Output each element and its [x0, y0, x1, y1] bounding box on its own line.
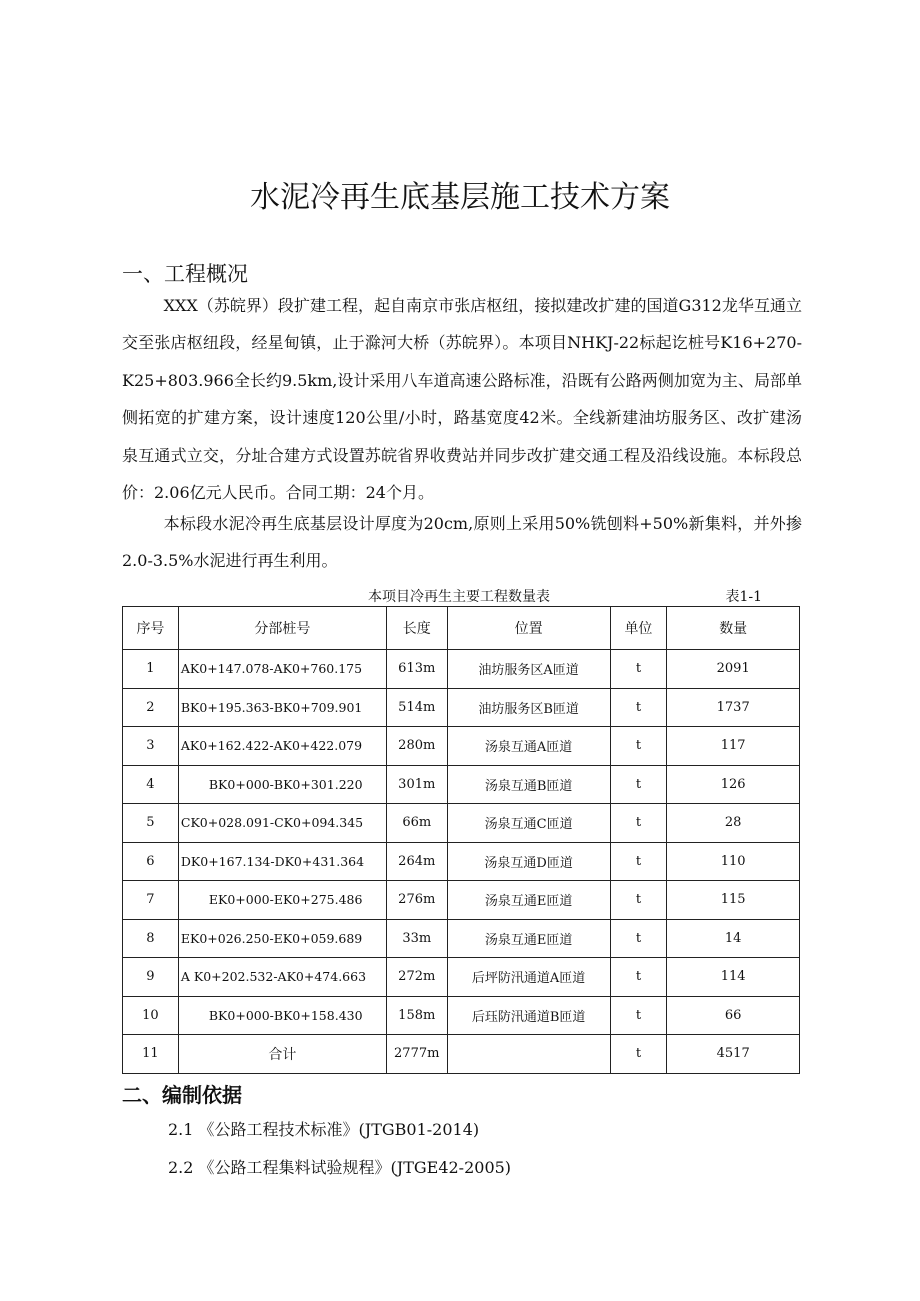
table-total-row	[123, 1035, 800, 1074]
cell-pile: DK0+167.134-DK0+431.364	[178, 842, 386, 881]
cell-quantity: 1737	[667, 688, 800, 727]
header-pile: 分部桩号	[178, 607, 386, 650]
table-row	[123, 804, 800, 843]
cell-quantity: 110	[667, 842, 800, 881]
cell-unit: t	[610, 727, 667, 766]
cell-pile: EK0+026.250-EK0+059.689	[178, 919, 386, 958]
cell-location: 后珏防汛通道B匝道	[447, 996, 610, 1035]
table-caption-number: 表1-1	[725, 589, 762, 605]
cell-no: 2	[123, 688, 179, 727]
cell-no: 6	[123, 842, 179, 881]
cell-location: 汤泉互通E匝道	[447, 919, 610, 958]
cell-length: 2777m	[386, 1035, 447, 1074]
cell-unit: t	[610, 919, 667, 958]
cell-quantity: 66	[667, 996, 800, 1035]
cell-length: 276m	[386, 881, 447, 920]
quantity-table	[122, 606, 800, 1074]
cell-length: 514m	[386, 688, 447, 727]
cell-quantity: 4517	[667, 1035, 800, 1074]
cell-unit: t	[610, 804, 667, 843]
header-quantity: 数量	[667, 607, 800, 650]
cell-unit: t	[610, 1035, 667, 1074]
cell-location: 油坊服务区B匝道	[447, 688, 610, 727]
cell-unit: t	[610, 650, 667, 689]
table-row	[123, 688, 800, 727]
cell-no: 10	[123, 996, 179, 1035]
cell-length: 272m	[386, 958, 447, 997]
table-caption-title: 本项目冷再生主要工程数量表	[368, 589, 550, 605]
section-heading-basis: 二、编制依据	[122, 1083, 242, 1107]
cell-location: 汤泉互通E匝道	[447, 881, 610, 920]
cell-no: 3	[123, 727, 179, 766]
header-unit: 单位	[610, 607, 667, 650]
cell-length: 613m	[386, 650, 447, 689]
cell-quantity: 126	[667, 765, 800, 804]
cell-no: 4	[123, 765, 179, 804]
header-no: 序号	[123, 607, 179, 650]
cell-no: 7	[123, 881, 179, 920]
cell-length: 33m	[386, 919, 447, 958]
cell-length: 264m	[386, 842, 447, 881]
cell-unit: t	[610, 688, 667, 727]
cell-pile: EK0+000-EK0+275.486	[178, 881, 386, 920]
cell-no: 11	[123, 1035, 179, 1074]
overview-paragraph-2: 本标段水泥冷再生底基层设计厚度为20cm,原则上采用50%铣刨料+50%新集料，并外掺2.0-3.5%水泥进行再生利用。	[122, 514, 802, 571]
cell-no: 5	[123, 804, 179, 843]
document-title: 水泥冷再生底基层施工技术方案	[250, 180, 670, 215]
reference-item: 2.2 《公路工程集料试验规程》(JTGE42-2005)	[168, 1158, 512, 1177]
cell-length: 280m	[386, 727, 447, 766]
table-row	[123, 958, 800, 997]
cell-no: 9	[123, 958, 179, 997]
cell-unit: t	[610, 958, 667, 997]
cell-length: 301m	[386, 765, 447, 804]
cell-unit: t	[610, 881, 667, 920]
table-row	[123, 996, 800, 1035]
cell-pile: A K0+202.532-AK0+474.663	[178, 958, 386, 997]
table-row	[123, 650, 800, 689]
cell-quantity: 28	[667, 804, 800, 843]
cell-quantity: 2091	[667, 650, 800, 689]
cell-no: 8	[123, 919, 179, 958]
table-row	[123, 765, 800, 804]
overview-paragraph-1: XXX（苏皖界）段扩建工程，起自南京市张店枢纽，接拟建改扩建的国道G312龙华互通立交至张店枢纽段，经星甸镇，止于滁河大桥（苏皖界）。本项目NHKJ-22标起讫桩号K16+270-K25+803.966全长约9.5km,设计采用八车道高速公路标准，沿既有公路两侧加宽为主、局部单侧拓宽的扩建方案，设计速度120公里/小时，路基宽度42米。全线新建油坊服务区、改扩建汤泉互通式立交，分址合建方式设置苏皖省界收费站并同步改扩建交通工程及沿线设施。本标段总价：2.06亿元人民币。合同工期：24个月。	[122, 296, 802, 503]
table-caption	[122, 586, 800, 606]
cell-pile: CK0+028.091-CK0+094.345	[178, 804, 386, 843]
reference-item: 2.1 《公路工程技术标准》(JTGB01-2014)	[168, 1120, 480, 1139]
cell-pile: BK0+000-BK0+158.430	[178, 996, 386, 1035]
table-row	[123, 919, 800, 958]
header-length: 长度	[386, 607, 447, 650]
cell-pile: BK0+000-BK0+301.220	[178, 765, 386, 804]
cell-quantity: 115	[667, 881, 800, 920]
cell-location: 后坪防汛通道A匝道	[447, 958, 610, 997]
cell-no: 1	[123, 650, 179, 689]
cell-location: 汤泉互通D匝道	[447, 842, 610, 881]
cell-length: 158m	[386, 996, 447, 1035]
cell-location: 油坊服务区A匝道	[447, 650, 610, 689]
table-row	[123, 842, 800, 881]
cell-location: 汤泉互通A匝道	[447, 727, 610, 766]
cell-total-label: 合计	[178, 1035, 386, 1074]
cell-unit: t	[610, 765, 667, 804]
header-location: 位置	[447, 607, 610, 650]
cell-unit: t	[610, 996, 667, 1035]
section-heading-overview: 一、工程概况	[122, 262, 248, 286]
table-row	[123, 727, 800, 766]
cell-unit: t	[610, 842, 667, 881]
cell-quantity: 117	[667, 727, 800, 766]
cell-location	[447, 1035, 610, 1074]
cell-location: 汤泉互通B匝道	[447, 765, 610, 804]
cell-quantity: 14	[667, 919, 800, 958]
cell-pile: AK0+147.078-AK0+760.175	[178, 650, 386, 689]
table-row	[123, 881, 800, 920]
cell-pile: BK0+195.363-BK0+709.901	[178, 688, 386, 727]
table-header-row	[123, 607, 800, 650]
cell-location: 汤泉互通C匝道	[447, 804, 610, 843]
cell-quantity: 114	[667, 958, 800, 997]
cell-pile: AK0+162.422-AK0+422.079	[178, 727, 386, 766]
cell-length: 66m	[386, 804, 447, 843]
